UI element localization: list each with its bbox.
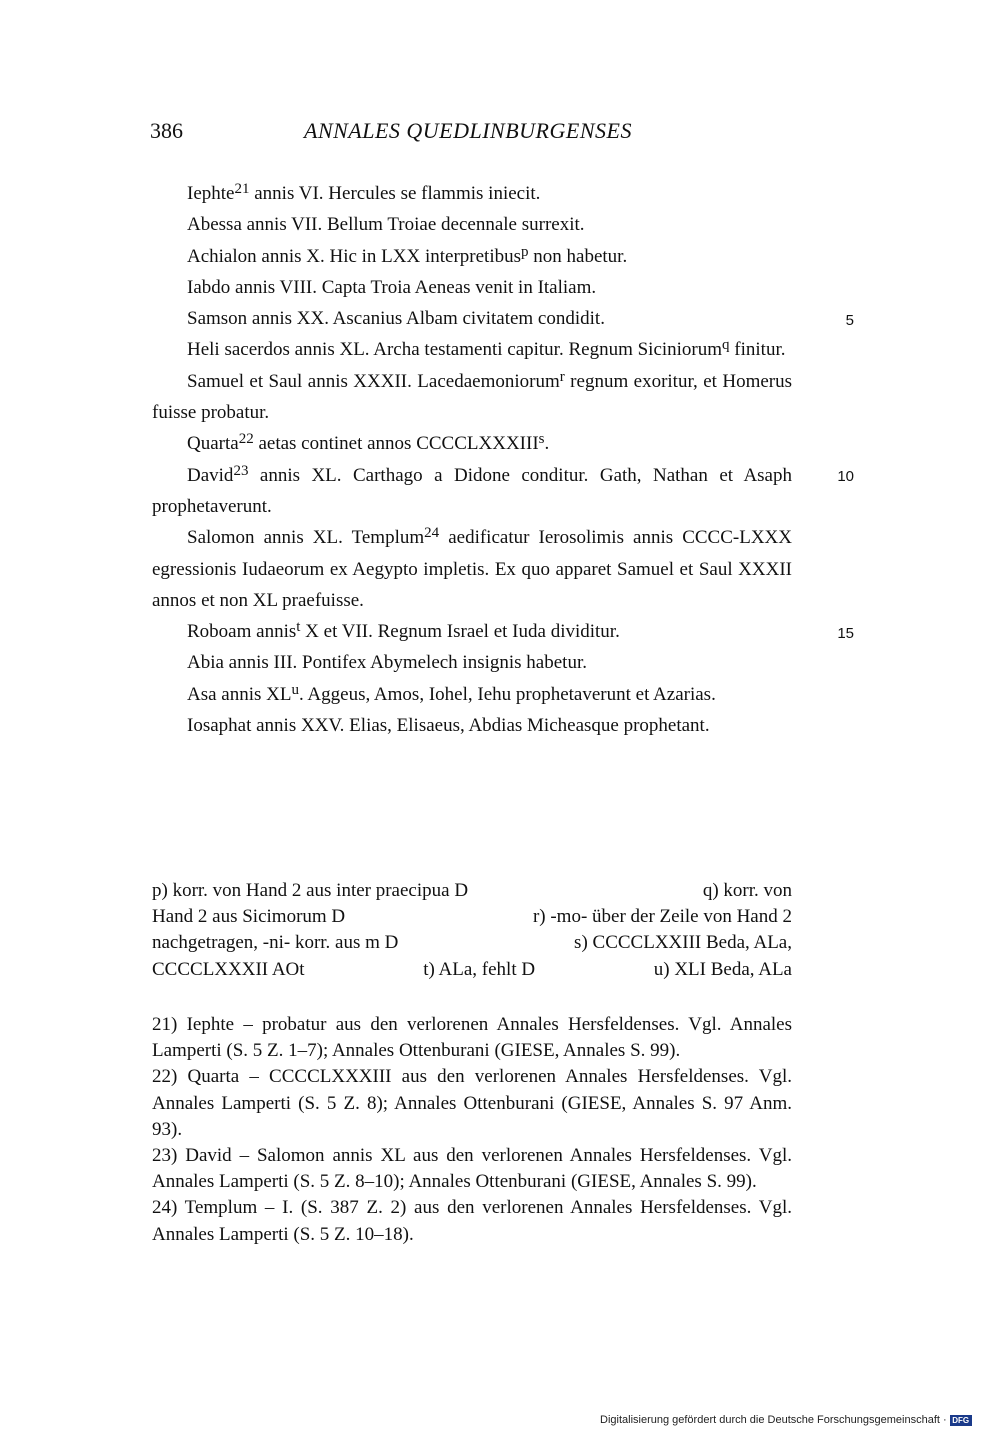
apparatus-entry: r) -mo- über der Zeile von Hand 2 xyxy=(532,906,792,928)
apparatus-row xyxy=(152,930,792,956)
apparatus-row xyxy=(152,957,792,983)
apparatus-entry: q) korr. von xyxy=(702,880,792,901)
footnote-marker: s xyxy=(538,431,545,448)
text-paragraph: Iephte$^{21}$ annis VI. Hercules se flammis iniecit. xyxy=(187,181,541,204)
apparatus-entry: p) korr. von Hand 2 aus inter praecipua D xyxy=(152,880,469,901)
footnote-marker: r xyxy=(559,368,565,385)
text-paragraph: Samuel et Saul annis XXXII. Lacedaemoniorum$^r$ regnum exoritur, et Homerus fuisse probatur. xyxy=(152,368,793,424)
source-note: 23) David – Salomon annis XL aus den verlorenen Annales Hersfeldenses. Vgl. Annales Lamperti (S. 5 Z. 8–10); Annales Ottenburani (GIESE, Annales S. 99). xyxy=(152,1145,792,1193)
footnote-marker: q xyxy=(722,337,730,354)
source-note: 22) Quarta – CCCCLXXXIII aus den verlorenen Annales Hersfeldenses. Vgl. Annales Lamperti (S. 5 Z. 8); Annales Ottenburani (GIESE, Annales S. 97 Anm. 93). xyxy=(152,1066,792,1140)
critical-apparatus xyxy=(152,878,792,983)
footnote-marker: u xyxy=(291,681,299,698)
apparatus-entry: u) XLI Beda, ALa xyxy=(653,958,792,980)
text-paragraph: Samson annis XX. Ascanius Albam civitatem condidit. xyxy=(187,308,605,330)
text-paragraph: Asa annis $XL^u$. Aggeus, Amos, Iohel, Iehu prophetaverunt et Azarias. xyxy=(187,681,716,705)
main-text xyxy=(152,178,792,741)
apparatus-entry: t) ALa, fehlt D xyxy=(423,958,536,980)
text-paragraph: Heli sacerdos annis XL. Archa testamenti capitur. Regnum Siciniorum$^q$ finitur. xyxy=(187,337,786,361)
apparatus-row xyxy=(152,878,792,904)
text-paragraph: Abessa annis VII. Bellum Troiae decennale surrexit. xyxy=(187,214,585,236)
text-paragraph: Iosaphat annis XXV. Elias, Elisaeus, Abdias Micheasque prophetant. xyxy=(187,715,710,737)
source-note: 21) Iephte – probatur aus den verlorenen Annales Hersfeldenses. Vgl. Annales Lamperti (S. 5 Z. 1–7); Annales Ottenburani (GIESE, Annales S. 99). xyxy=(152,1014,792,1062)
line-number: 15 xyxy=(837,625,854,642)
text-paragraph: Roboam annis$^t$ X et VII. Regnum Israel et Iuda dividitur. xyxy=(187,619,620,643)
apparatus-entry: CCCCLXXXII AOt xyxy=(152,958,305,980)
apparatus-row xyxy=(152,904,792,930)
text-paragraph: Iabdo annis VIII. Capta Troia Aeneas venit in Italiam. xyxy=(187,276,597,298)
source-note: 24) Templum – I. (S. 387 Z. 2) aus den verlorenen Annales Hersfeldenses. Vgl. Annales Lamperti (S. 5 Z. 10–18). xyxy=(152,1197,792,1245)
running-title: ANNALES QUEDLINBURGENSES xyxy=(304,118,632,143)
credit-text: Digitalisierung gefördert durch die Deutsche Forschungsgemeinschaft · xyxy=(600,1414,947,1426)
footnote-marker: 24 xyxy=(424,525,440,542)
text-paragraph: David$^{23}$ annis XL. Carthago a Didone conditur. Gath, Nathan et Asaph prophetaverunt. xyxy=(152,462,792,517)
footnote-marker: t xyxy=(296,619,301,636)
source-notes xyxy=(152,1012,792,1248)
apparatus-entry: s) CCCCLXXIII Beda, ALa, xyxy=(574,932,792,954)
apparatus-entry: nachgetragen, -ni- korr. aus m D xyxy=(152,932,399,954)
apparatus-entry: Hand 2 aus Sicimorum D xyxy=(152,906,346,928)
footnote-marker: 21 xyxy=(234,181,250,197)
footnote-marker: 22 xyxy=(238,431,254,448)
footnote-marker: p xyxy=(521,243,529,260)
text-paragraph: Achialon annis X. Hic in LXX interpretibus$^p$ non habetur. xyxy=(187,243,628,267)
text-paragraph: Quarta$^{22}$ aetas continet annos CCCCLXXXIII$^s$. xyxy=(187,431,550,455)
page-number: 386 xyxy=(150,118,183,143)
text-paragraph: Salomon annis XL. Templum$^{24}$ aedificatur Ierosolimis annis CCCC-LXXX egressionis Iudaeorum ex Aegypto impletis. Ex quo apparet Samuel et Saul XXXII annos et non XL praefuisse. xyxy=(152,525,792,611)
dfg-logo: DFG xyxy=(950,1415,972,1426)
line-number: 5 xyxy=(845,312,854,329)
digitization-credit xyxy=(600,1414,972,1426)
footnote-marker: 23 xyxy=(233,462,249,479)
line-number: 10 xyxy=(837,468,854,485)
text-paragraph: Abia annis III. Pontifex Abymelech insignis habetur. xyxy=(187,652,587,674)
